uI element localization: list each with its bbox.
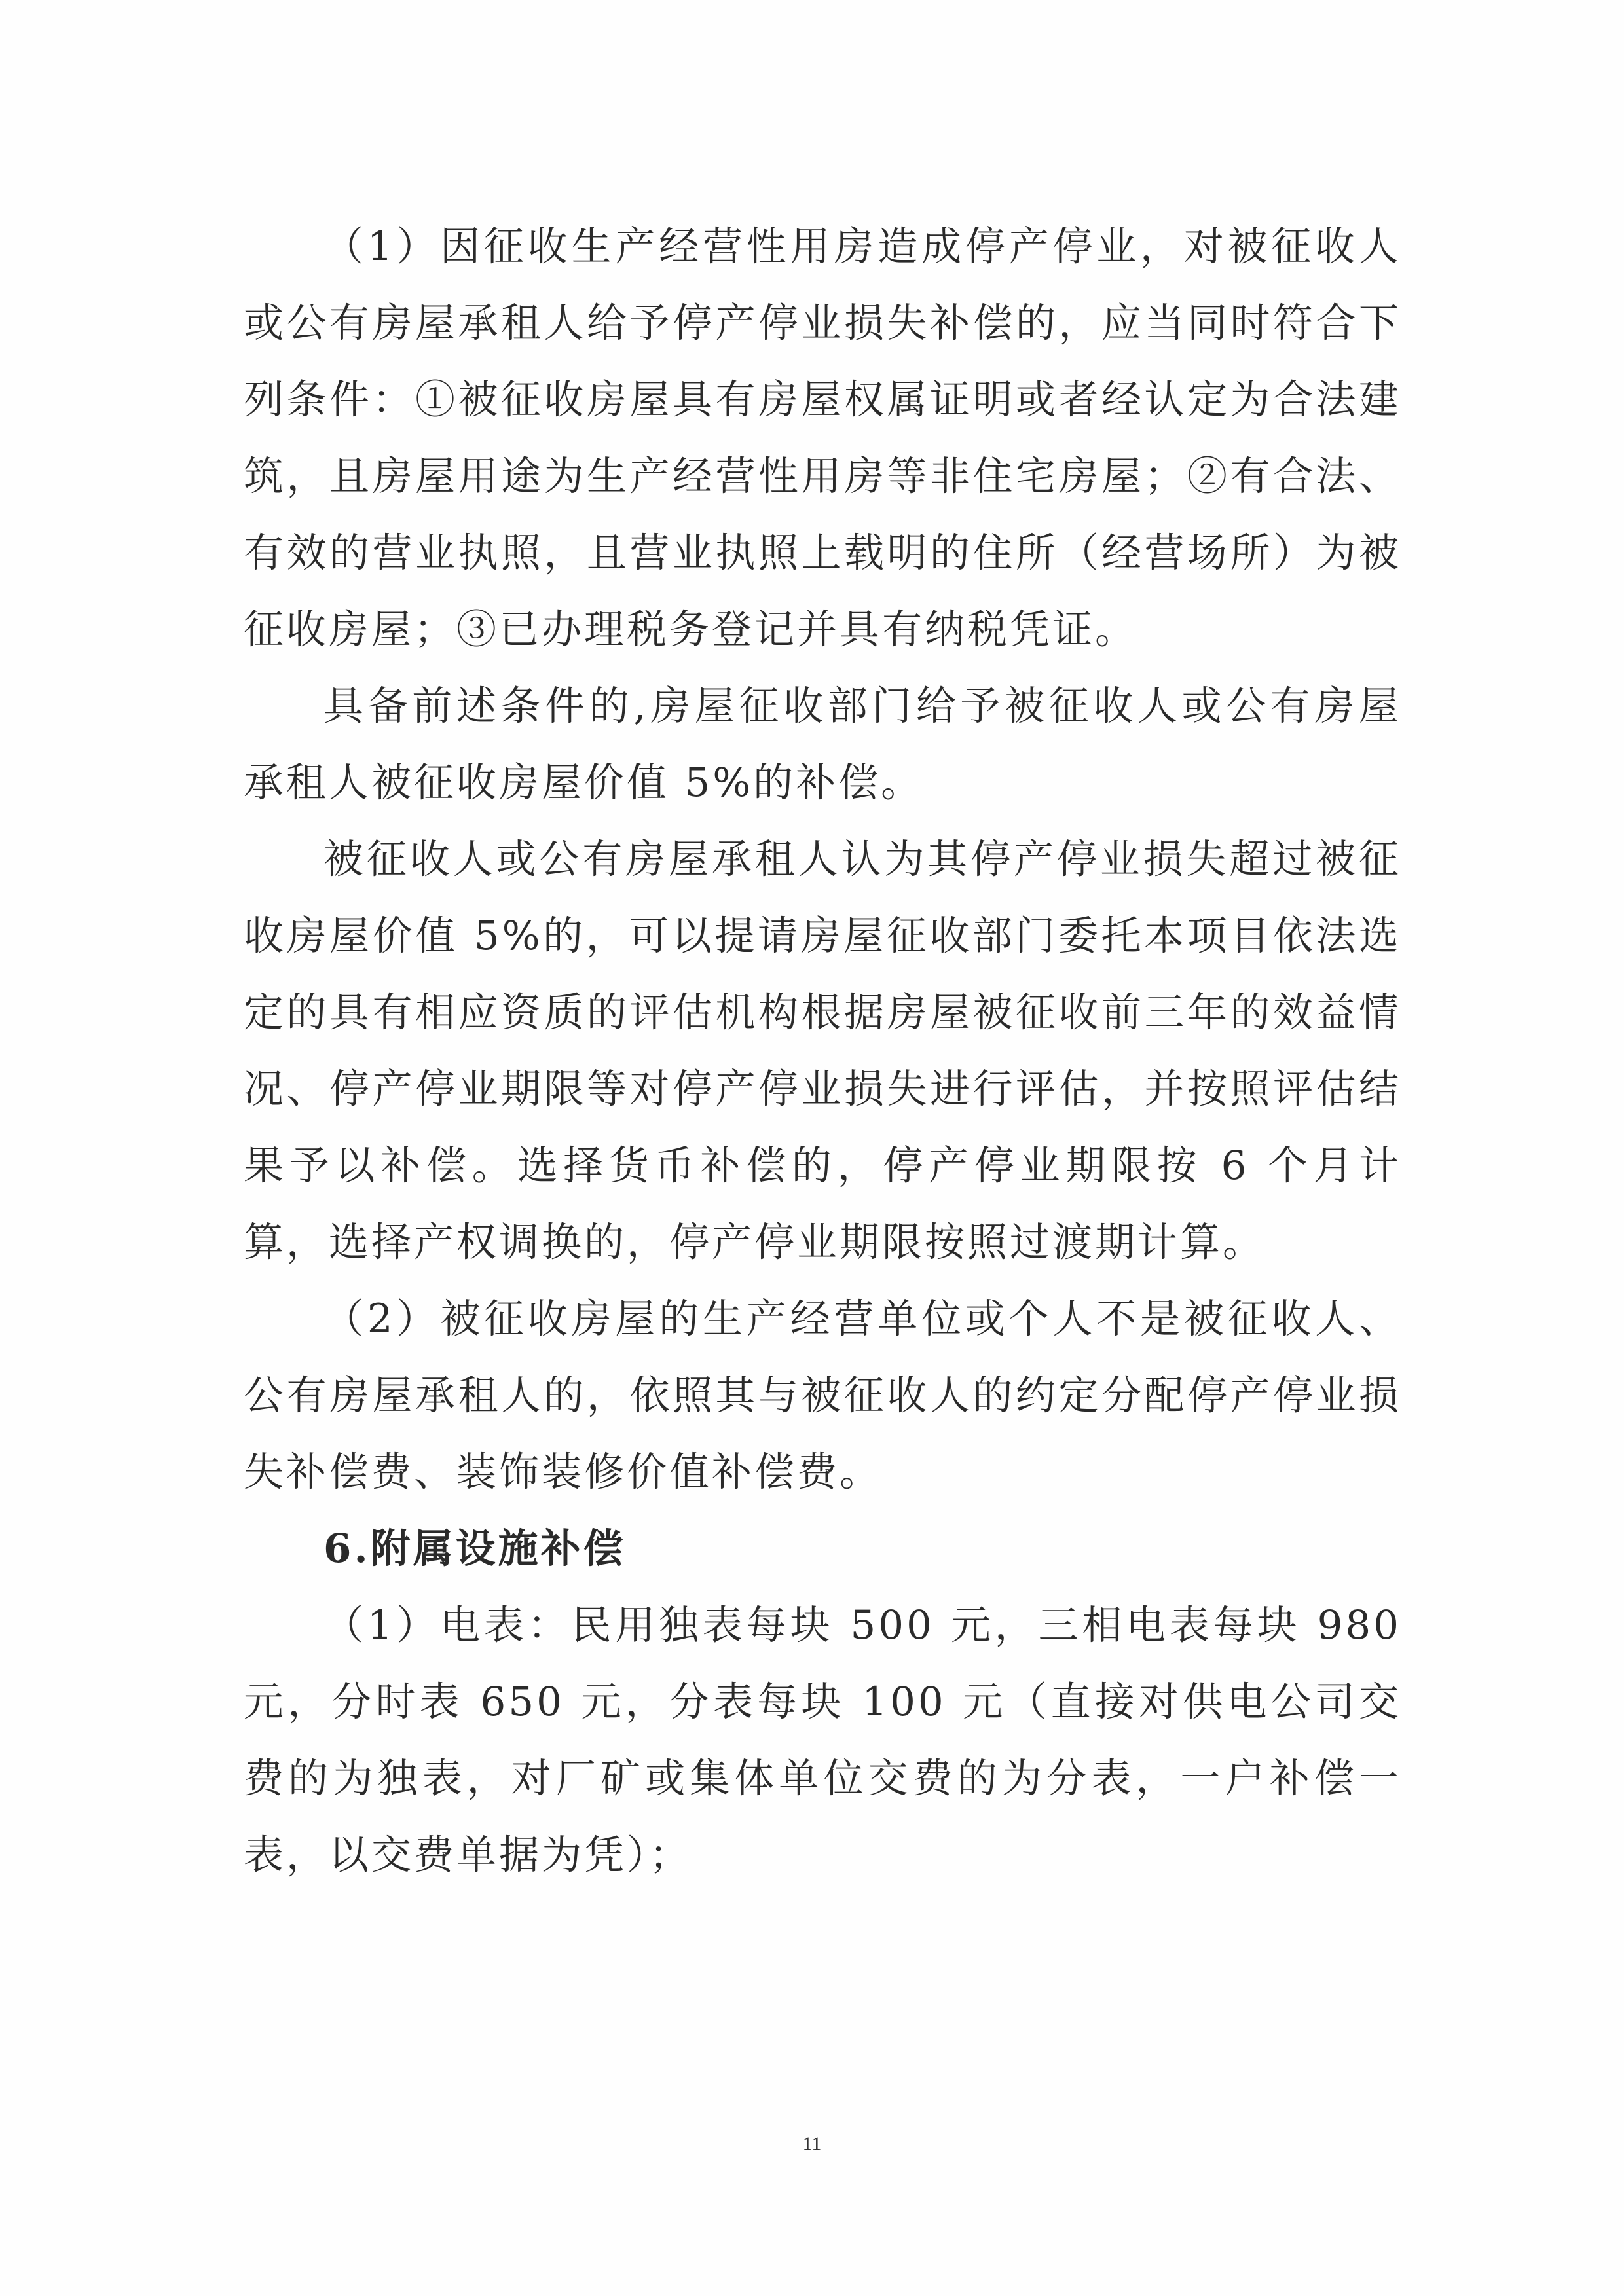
section-heading-ancillary-facilities: 6.附属设施补偿 bbox=[323, 1525, 626, 1572]
paragraph-business-suspension-conditions: （1）因征收生产经营性用房造成停产停业，对被征收人或公有房屋承租人给予停产停业损失补偿的，应当同时符合下列条件：①被征收房屋具有房屋权属证明或者经认定为合法建筑，且房屋用途为生产经营性用房等非住宅房屋；②有合法、有效的营业执照，且营业执照上载明的住所（经营场所）为被征收房屋；③已办理税务登记并具有纳税凭证。 bbox=[244, 223, 1401, 653]
document-body bbox=[244, 208, 1401, 1893]
paragraph-loss-assessment: 被征收人或公有房屋承租人认为其停产停业损失超过被征收房屋价值 5%的，可以提请房屋征收部门委托本项目依法选定的具有相应资质的评估机构根据房屋被征收前三年的效益情况、停产停业期限等对停产停业损失进行评估，并按照评估结果予以补偿。选择货币补偿的，停产停业期限按 6 个月计算，选择产权调换的，停产停业期限按照过渡期计算。 bbox=[244, 836, 1401, 1266]
paragraph-non-owner-operators: （2）被征收房屋的生产经营单位或个人不是被征收人、公有房屋承租人的，依照其与被征收人的约定分配停产停业损失补偿费、装饰装修价值补偿费。 bbox=[244, 1296, 1401, 1495]
paragraph-five-percent-compensation: 具备前述条件的,房屋征收部门给予被征收人或公有房屋承租人被征收房屋价值 5%的补偿。 bbox=[244, 683, 1401, 806]
paragraph-electricity-meter: （1）电表：民用独表每块 500 元，三相电表每块 980 元，分时表 650 元，分表每块 100 元（直接对供电公司交费的为独表，对厂矿或集体单位交费的为分表，一户补偿一表，以交费单据为凭）； bbox=[244, 1602, 1401, 1878]
page-number: 11 bbox=[802, 2133, 822, 2155]
